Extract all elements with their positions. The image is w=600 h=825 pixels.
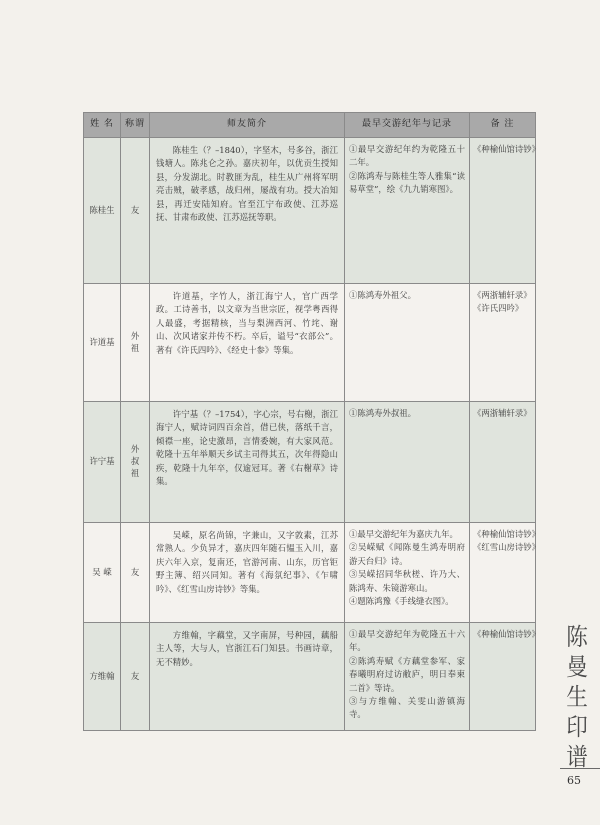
record-item: ①最早交游纪年为嘉庆九年。: [349, 529, 458, 539]
row-notes: [470, 623, 540, 731]
record-item: ②陈鸿寿与陈桂生等人雅集“读易草堂”，绘《九九销寒图》。: [349, 170, 465, 195]
header-record: 最早交游纪年与记录: [345, 113, 470, 138]
row-relation: [121, 623, 150, 731]
record-item: ②吴嵘赋《闻陈曼生鸿寿明府游天台归》诗。: [349, 542, 465, 566]
relation-text: 友: [130, 670, 140, 681]
note-item: 《红雪山房诗钞》: [473, 542, 540, 553]
row-records: [345, 138, 470, 284]
relation-text: 友: [130, 566, 140, 577]
row-name: 陈桂生: [84, 138, 121, 284]
note-item: 《许氏四吟》: [473, 303, 524, 314]
record-item: ①陈鸿寿外叔祖。: [349, 408, 416, 418]
calligraphy-title: 陈曼生印谱: [566, 623, 588, 771]
note-item: 《种榆仙馆诗钞》: [473, 529, 540, 539]
row-relation: [121, 284, 150, 402]
row-records: [345, 284, 470, 402]
record-item: ④题陈鸿豫《手线缝衣图》。: [349, 596, 454, 607]
relation-text: 外叔祖: [130, 444, 140, 479]
table-header: [84, 113, 536, 138]
record-item: ①最早交游纪年约为乾隆五十二年。: [349, 144, 465, 168]
table-row: [84, 284, 536, 402]
table-row: [84, 402, 536, 523]
row-intro: 陈桂生（？–1840），字坚木，号多谷，浙江钱塘人。陈兆仑之孙。嘉庆初年，以优贡生授知县，分发湖北。时教匪为乱，桂生从广州将军明亮击贼，破孝感，战归州，屡战有功。授大冶知县，再迁安陆知府。官至江宁布政使、江苏巡抚、甘肃布政使、江苏巡抚等职。: [150, 138, 345, 284]
page-number-rule: [560, 768, 600, 769]
table-row: [84, 523, 536, 623]
header-relation: 称谓: [121, 113, 150, 138]
row-intro: 方维翰，字藕堂，又字南屏，号种园，藕船主人等，大与人，官浙江石门知县。书画诗章，无不精妙。: [150, 623, 345, 731]
record-item: ①最早交游纪年为乾隆五十六年。: [349, 629, 465, 653]
record-item: ②陈鸿寿赋《方藕堂参军、家春曦明府过访敝庐，明日奉柬二首》等诗。: [349, 655, 465, 693]
row-relation: [121, 523, 150, 623]
header-name: 姓 名: [84, 113, 121, 138]
note-item: 《两浙辅轩录》: [473, 408, 532, 418]
row-notes: [470, 523, 540, 623]
record-item: ③吴嵘招同华秋槎、许乃大、陈鸿寿、朱镜游寒山。: [349, 569, 465, 593]
row-notes: [470, 284, 536, 402]
row-intro: 吴嵘，原名尚锦，字兼山，又字敦素，江苏常熟人。少负异才，嘉庆四年随石韫玉入川，嘉庆六年入京，复南还，官游河南、山东，历官钜野主簿、绍兴同知。著有《海氛纪事》、《乍啸吟》、《红雪山房诗钞》等集。: [150, 523, 345, 623]
relation-text: 外祖: [130, 330, 140, 353]
record-item: ①陈鸿寿外祖父。: [349, 290, 416, 300]
row-intro: 许道基，字竹人，浙江海宁人，官广西学政。工诗善书，以文章为当世宗匠，视学粤西得人最盛，考据精核，当与梨洲西河、竹垞、谢山、次风诸家并传不朽。卒后，谥号“衣部公”。著有《许氏四吟》、《经史十参》等集。: [150, 284, 345, 402]
note-item: 《种榆仙馆诗钞》: [473, 629, 540, 639]
row-name: 吴 嵘: [84, 523, 121, 623]
row-records: [345, 402, 470, 523]
row-name: 方维翰: [84, 623, 121, 731]
table-row: [84, 623, 536, 731]
row-notes: [470, 402, 536, 523]
row-name: 许宁基: [84, 402, 121, 523]
row-records: [345, 623, 470, 731]
row-notes: [470, 138, 540, 284]
relation-text: 友: [130, 204, 140, 215]
header-note: 备 注: [470, 113, 536, 138]
friends-table: [83, 112, 540, 731]
note-item: 《两浙辅轩录》: [473, 290, 532, 300]
table-row: [84, 138, 536, 284]
row-intro: 许宁基（？–1754），字心宗，号右榭，浙江海宁人，赋诗词四百余首，借已侠，落纸千言，倾襟一座，论史激昂，言情委婉，有大家风范。乾隆十五年举顺天乡试主司得其五，次年得隐山疾，乾隆十九年卒，仅逾冠耳。著《右榭草》诗集。: [150, 402, 345, 523]
row-relation: [121, 402, 150, 523]
header-intro: 师友简介: [150, 113, 345, 138]
row-records: [345, 523, 470, 623]
row-name: 许道基: [84, 284, 121, 402]
record-item: ③与方维翰、关雯山游镇海寺。: [349, 696, 465, 720]
note-item: 《种榆仙馆诗钞》: [473, 144, 540, 154]
row-relation: [121, 138, 150, 284]
page-number: 65: [567, 774, 581, 787]
